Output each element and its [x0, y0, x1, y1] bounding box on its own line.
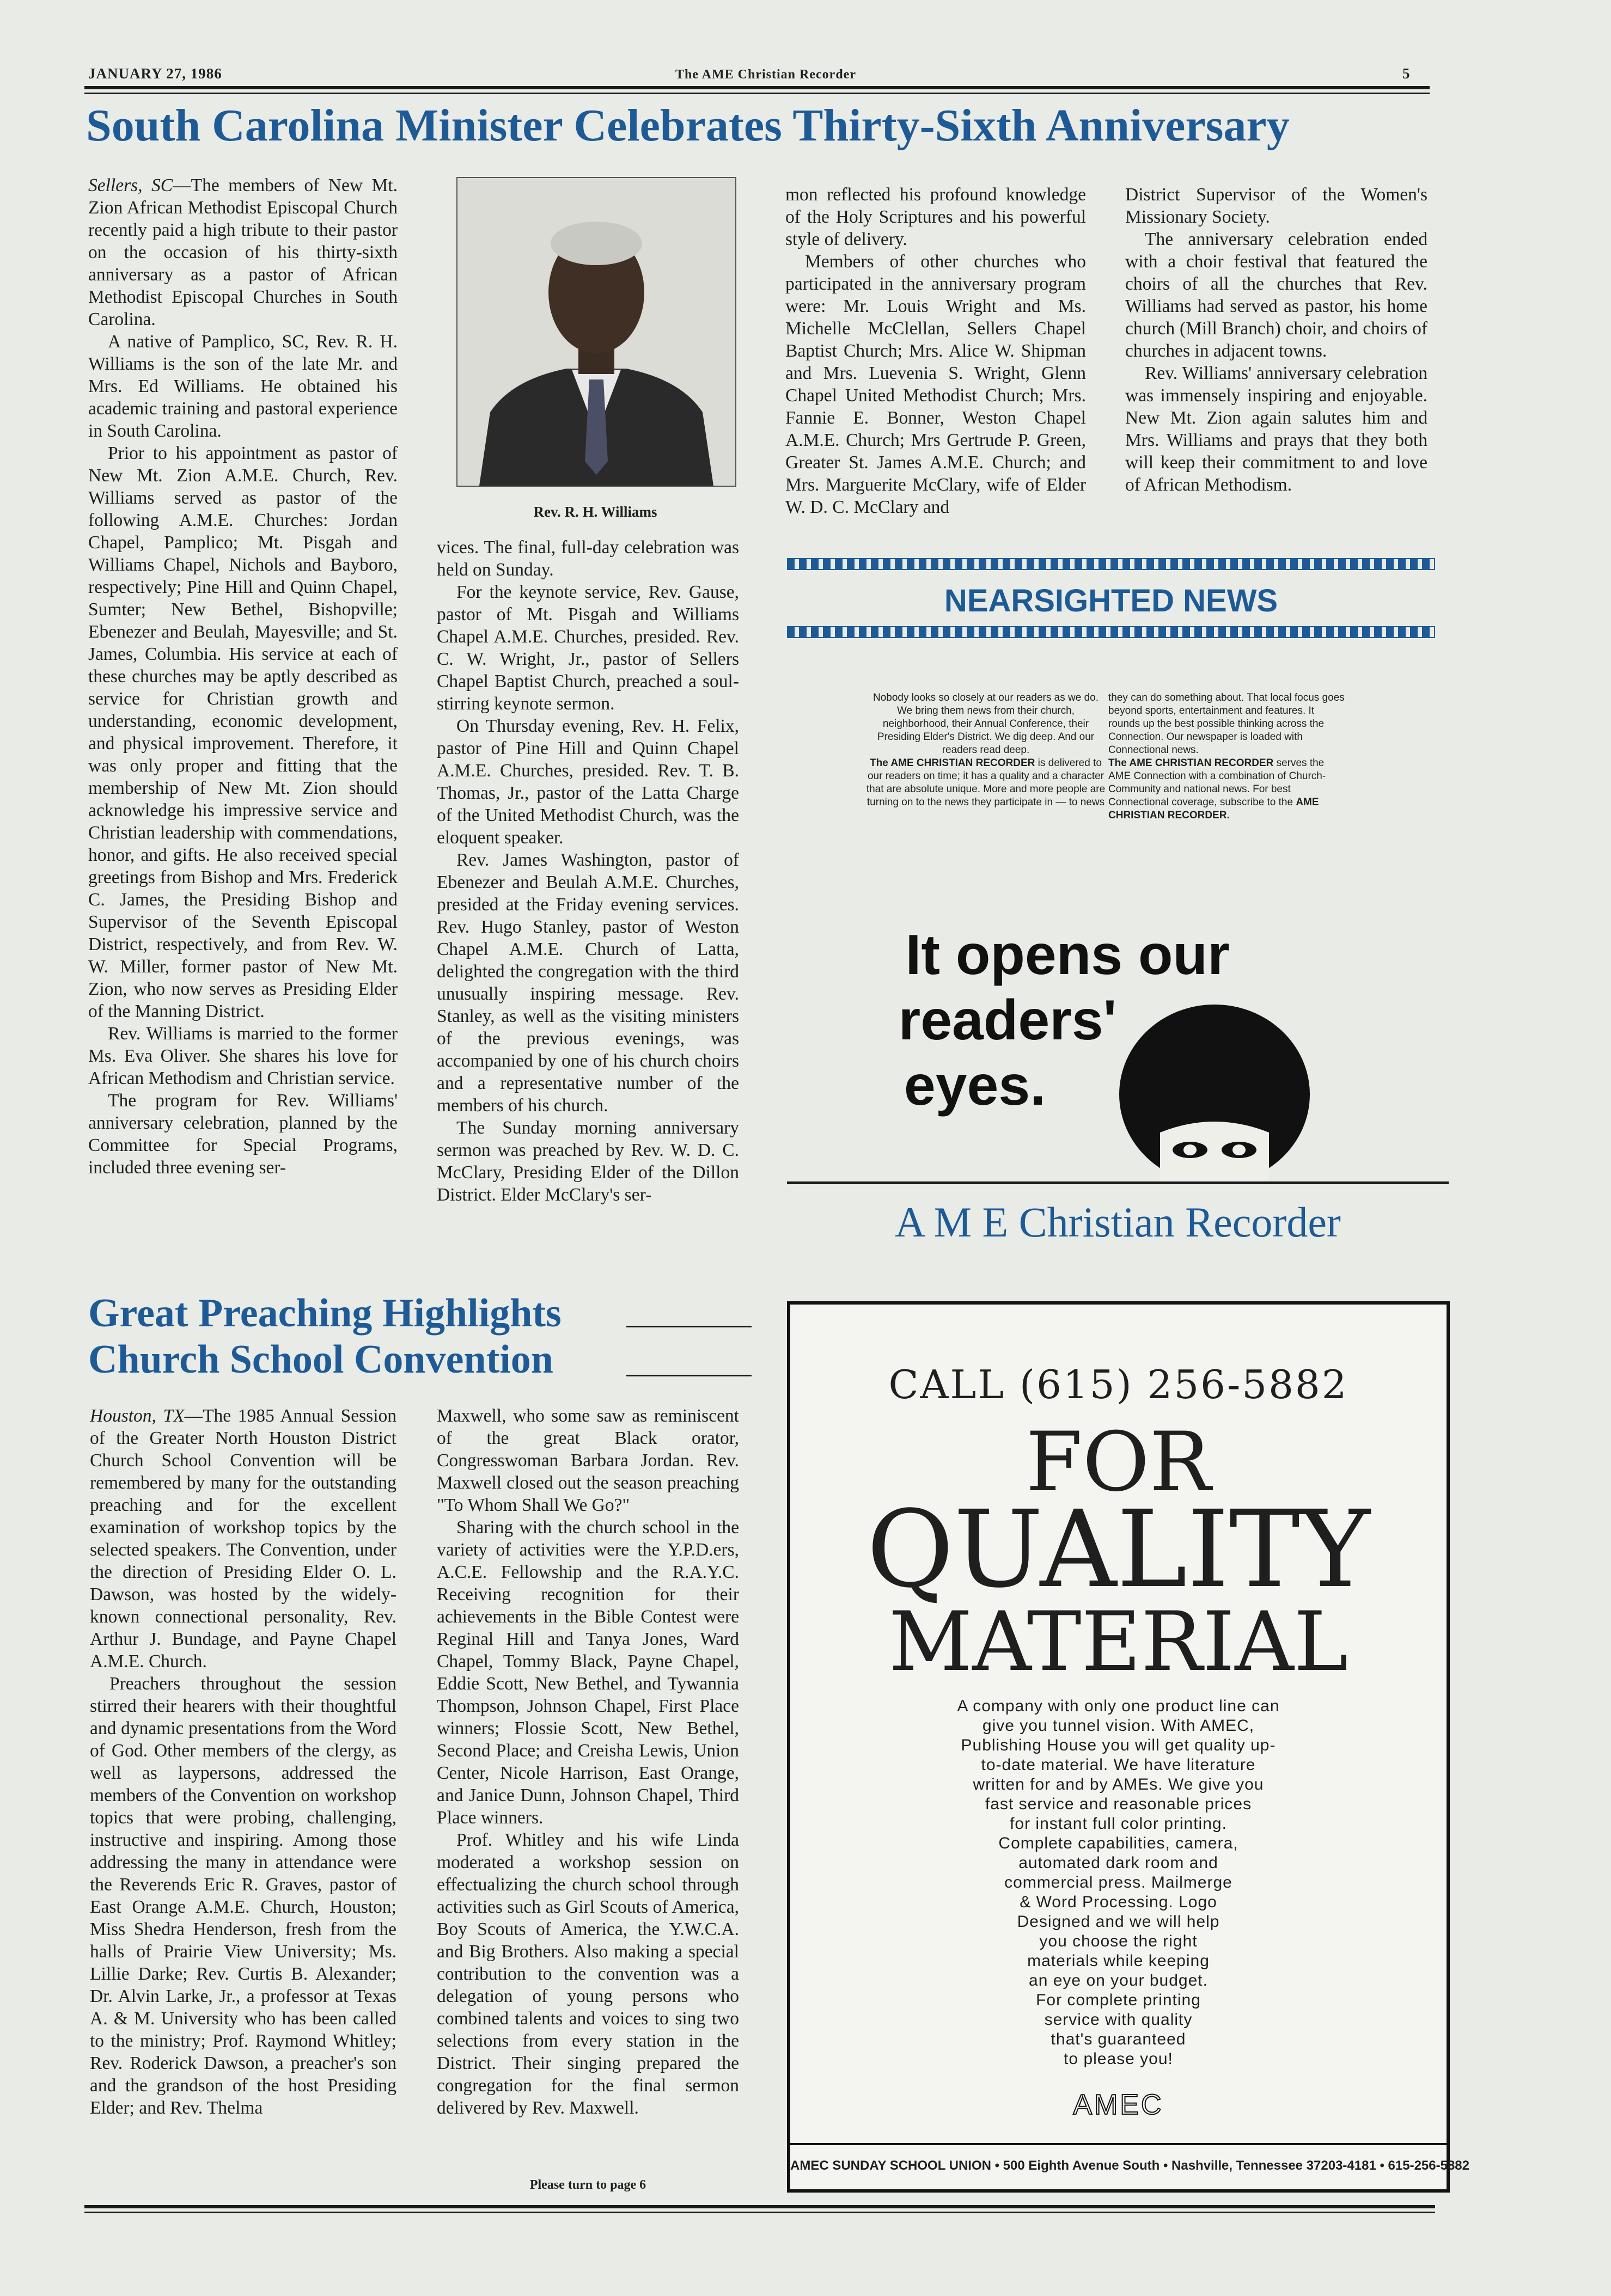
footer-rule	[84, 2205, 1435, 2208]
paper-name-bold: AME CHRISTIAN RECORDER.	[1108, 797, 1319, 821]
paragraph: Nobody looks so closely at our readers as we do. We bring them news from their church, neighborhood, their Annual Conference, their Presiding Elder's District. We dig deep. And our readers read deep.	[873, 692, 1099, 756]
article2-column-1	[90, 1405, 396, 2221]
ad-body-line: that's guaranteed	[1051, 2030, 1186, 2048]
page-number: 5	[1402, 65, 1411, 82]
ad-body	[845, 1697, 1392, 2069]
nearsighted-column-right	[1108, 691, 1348, 822]
slogan-line-3: eyes.	[904, 1054, 1046, 1117]
wave-border-bottom	[787, 626, 1435, 638]
photo-caption: Rev. R. H. Williams	[533, 504, 657, 520]
ad-body-line: materials while keeping	[1027, 1952, 1210, 1970]
ad-material: MATERIAL	[888, 1595, 1348, 1689]
nearsighted-news-title: NEARSIGHTED NEWS	[944, 583, 1278, 619]
portrait-illustration	[457, 178, 735, 486]
paragraph: vices. The final, full-day celebration was held on Sunday.	[437, 537, 739, 580]
ad-quality: QUALITY	[866, 1487, 1370, 1611]
paragraph: District Supervisor of the Women's Missionary Society.	[1125, 185, 1427, 227]
wave-border-top	[787, 558, 1435, 570]
dateline: Houston, TX	[90, 1406, 185, 1426]
article2-headline-2: Church School Convention	[88, 1337, 553, 1382]
paragraph: —The members of New Mt. Zion African Methodist Episcopal Church recently paid a high tribute to their pastor on the occasion of his thirty-sixth anniversary as a pastor of African Methodist Episcopal Churches in South Carolina.	[88, 175, 398, 329]
headline-rule-2	[626, 1375, 752, 1376]
paragraph: serves the AME Connection with a combination of Church-Community and national news. For best Connectional coverage, subscribe to the	[1108, 757, 1326, 808]
ad-body-line: Designed and we will help	[1017, 1913, 1220, 1931]
paragraph: The program for Rev. Williams' anniversary celebration, planned by the Committee for Special Programs, included three evening ser-	[88, 1091, 398, 1178]
slogan-line-1: It opens our	[905, 923, 1230, 987]
paragraph: Sharing with the church school in the variety of activities were the Y.P.D.ers, A.C.E. Fellowship and the R.A.Y.C. Receiving recognition for their achievements in the Bible Contest were Reginal Hill and Tanya Jones, Ward Chapel, Tommy Black, Payne Chapel, Eddie Scott, New Bethel, and Tywannia Thompson, Johnson Chapel, First Place winners; Flossie Scott, New Bethel, Second Place; and Creisha Lewis, Union Center, Nicole Harrison, East Orange, and Janice Dunn, Johnson Chapel, Third Place winners.	[437, 1517, 739, 1828]
paragraph: Rev. Williams' anniversary celebration was immensely inspiring and enjoyable. New Mt. Zion again salutes him and Mrs. Williams and prays that they both will keep their commitment to and love of African Methodism.	[1125, 363, 1427, 495]
continued-note[interactable]: Please turn to page 6	[529, 2178, 646, 2192]
ad-for: FOR	[1026, 1415, 1211, 1510]
paragraph: Maxwell, who some saw as reminiscent of the great Black orator, Congresswoman Barbara Jordan. Rev. Maxwell closed out the season preaching "To Whom Shall We Go?"	[437, 1406, 739, 1515]
article-column-4	[1125, 183, 1427, 546]
ad-footer-rule	[790, 2143, 1447, 2145]
paragraph: For the keynote service, Rev. Gause, pastor of Mt. Pisgah and Williams Chapel A.M.E. Churches, presided. Rev. C. W. Wright, Jr., pastor of Sellers Chapel Baptist Church, preached a soul-stirring keynote sermon.	[437, 582, 739, 714]
header-rule	[84, 86, 1430, 89]
amec-ad	[787, 1301, 1470, 2193]
ad-body-line: for instant full color printing.	[1010, 1815, 1227, 1833]
ad-body-line: Complete capabilities, camera,	[998, 1834, 1238, 1852]
ad-body-line: to please you!	[1064, 2050, 1173, 2068]
paragraph: mon reflected his profound knowledge of the Holy Scriptures and his powerful style of delivery.	[785, 185, 1086, 249]
ad-body-line: you choose the right	[1039, 1932, 1198, 1950]
ad-footer: AMEC SUNDAY SCHOOL UNION • 500 Eighth Avenue South • Nashville, Tennessee 37203-4181 • 615-256-5882	[790, 2158, 1470, 2173]
masthead-rule	[787, 1181, 1449, 1184]
article2-headline-1: Great Preaching Highlights	[88, 1291, 562, 1336]
nearsighted-column-left	[866, 691, 1106, 809]
paper-name: The AME Christian Recorder	[675, 68, 856, 82]
article-headline: South Carolina Minister Celebrates Thirty-Sixth Anniversary	[86, 100, 1290, 151]
ad-body-line: For complete printing	[1036, 1991, 1201, 2009]
ad-body-line: service with quality	[1044, 2011, 1193, 2029]
footer-rule-thin	[84, 2212, 1435, 2213]
slogan-line-2: readers'	[898, 989, 1117, 1052]
dateline: Sellers, SC	[88, 175, 173, 195]
paragraph: Preachers throughout the session stirred their hearers with their thoughtful and dynamic presentations from the Word of God. Other members of the clergy, as well as laypersons, addressed the members of the Convention on workshop topics that were probing, challenging, instructive and inspiring. Among those addressing the many in attendance were the Reverends Eric R. Graves, pastor of East Orange A.M.E. Church, Houston; Miss Shedra Henderson, fresh from the halls of Prairie View University; Ms. Lillie Darke; Rev. Curtis B. Alexander; Dr. Alvin Larke, Jr., a professor at Texas A. & M. University who has been called to the ministry; Prof. Raymond Whitley; Rev. Roderick Dawson, a preacher's son and the grandson of the host Presiding Elder; and Rev. Thelma	[90, 1674, 396, 2118]
ad-body-line: written for and by AMEs. We give you	[973, 1775, 1264, 1793]
ad-body-line: fast service and reasonable prices	[985, 1795, 1252, 1813]
paragraph: Prof. Whitley and his wife Linda moderated a workshop session on effectualizing the church school through activities such as Girl Scouts of America, Boy Scouts of America, the Y.W.C.A. and Big Brothers. Also making a special contribution to the convention was a delegation of young persons who combined talents and voices to sing two selections from every station in the District. Their singing prepared the congregation for the final sermon delivered by Rev. Maxwell.	[437, 1830, 739, 2118]
masthead-logo: A M E Christian Recorder	[895, 1198, 1341, 1246]
headline-rule-1	[626, 1326, 752, 1327]
ad-body-line: automated dark room and	[1018, 1854, 1218, 1872]
article-column-3	[785, 183, 1086, 546]
paragraph: The Sunday morning anniversary sermon was preached by Rev. W. D. C. McClary, Presiding Elder of the Dillon District. Elder McClary's ser-	[437, 1118, 739, 1205]
amec-logo: AMEC	[1073, 2089, 1164, 2121]
ad-body-line: A company with only one product line can	[957, 1697, 1280, 1715]
ad-body-line: commercial press. Mailmerge	[1004, 1873, 1232, 1891]
paragraph: is delivered to our readers on time; it has a quality and a character that are absolute unique. More and more people are turning on to the news they participate in — to news	[866, 757, 1106, 808]
portrait-photo	[456, 177, 736, 487]
reader-face-icon	[1116, 1002, 1313, 1181]
paragraph: Prior to his appointment as pastor of New Mt. Zion A.M.E. Church, Rev. Williams served as pastor of the following A.M.E. Churches: Jordan Chapel, Pamplico; Mt. Pisgah and Williams Chapel, Nichols and Bayboro, respectively; Pine Hill and Quinn Chapel, Sumter; New Bethel, Bishopville; Ebenezer and Beulah, Mayesville; and St. James, Columbia. His service at each of these churches may be aptly described as service for Christian growth and understanding, economic development, and physical improvement. Therefore, it was only proper and fitting that the membership of New Mt. Zion should acknowledge his impressive service and Christian leadership with commendations, honor, and gifts. He also received special greetings from Bishop and Mrs. Frederick C. James, the Presiding Bishop and Supervisor of the Seventh Episcopal District, respectively, and from Rev. W. W. Miller, former pastor of New Mt. Zion, who now serves as Presiding Elder of the Manning District.	[88, 443, 398, 1021]
paragraph: On Thursday evening, Rev. H. Felix, pastor of Pine Hill and Quinn Chapel A.M.E. Churches, presided. Rev. T. B. Thomas, Jr., pastor of the Latta Charge of the United Methodist Church, was the eloquent speaker.	[437, 716, 739, 848]
paper-name-bold: The AME CHRISTIAN RECORDER	[1108, 757, 1274, 769]
paragraph: The anniversary celebration ended with a choir festival that featured the choirs of all the churches that Rev. Williams had served as pastor, his home church (Mill Branch) choir, and choirs of churches in adjacent towns.	[1125, 229, 1427, 361]
ad-body-line: to-date material. We have literature	[981, 1756, 1256, 1774]
paper-name-bold: The AME CHRISTIAN RECORDER	[870, 757, 1035, 769]
paragraph: —The 1985 Annual Session of the Greater North Houston District Church School Convention will be remembered by many for the outstanding preaching and for the excellent examination of workshop topics by the selected speakers. The Convention, under the direction of Presiding Elder O. L. Dawson, was hosted by the widely-known connectional personality, Rev. Arthur J. Bundage, and Payne Chapel A.M.E. Church.	[90, 1406, 396, 1672]
paragraph: they can do something about. That local focus goes beyond sports, entertainment and features. It rounds up the best possible thinking across the Connection. Our newspaper is loaded with Connectional news.	[1108, 692, 1345, 756]
paragraph: A native of Pamplico, SC, Rev. R. H. Williams is the son of the late Mr. and Mrs. Ed Williams. He obtained his academic training and pastoral experience in South Carolina.	[88, 332, 398, 441]
ad-body-line: an eye on your budget.	[1029, 1972, 1208, 1989]
paragraph: Members of other churches who participated in the anniversary program were: Mr. Louis Wright and Ms. Michelle McClellan, Sellers Chapel Baptist Church; Mrs. Alice W. Shipman and Mrs. Luevenia S. Wright, Glenn Chapel United Methodist Church; Mrs. Fannie E. Bonner, Weston Chapel A.M.E. Church; Mrs Gertrude P. Green, Greater St. James A.M.E. Church; and Mrs. Marguerite McClary, wife of Elder W. D. C. McClary and	[785, 252, 1086, 517]
ad-call-line: CALL (615) 256-5882	[888, 1362, 1348, 1407]
reader-illustration	[1116, 1002, 1313, 1181]
issue-date: JANUARY 27, 1986	[88, 65, 222, 82]
ad-body-line: & Word Processing. Logo	[1020, 1893, 1217, 1911]
article2-column-2	[437, 1405, 739, 2183]
paragraph: Rev. Williams is married to the former Ms. Eva Oliver. She shares his love for African Methodism and Christian service.	[88, 1024, 398, 1088]
paragraph: Rev. James Washington, pastor of Ebenezer and Beulah A.M.E. Churches, presided at the Friday evening services. Rev. Hugo Stanley, pastor of Weston Chapel A.M.E. Church of Latta, delighted the congregation with the third unusually inspiring message. Rev. Stanley, as well as the visiting ministers of the previous evenings, was accompanied by one of his church choirs and a representative number of the members of his church.	[437, 850, 739, 1116]
article-column-1	[88, 174, 398, 1279]
ad-body-line: give you tunnel vision. With AMEC,	[982, 1717, 1255, 1735]
header-rule-thin	[84, 93, 1430, 94]
article-column-2	[437, 536, 739, 1279]
ad-body-line: Publishing House you will get quality up-	[961, 1736, 1276, 1754]
